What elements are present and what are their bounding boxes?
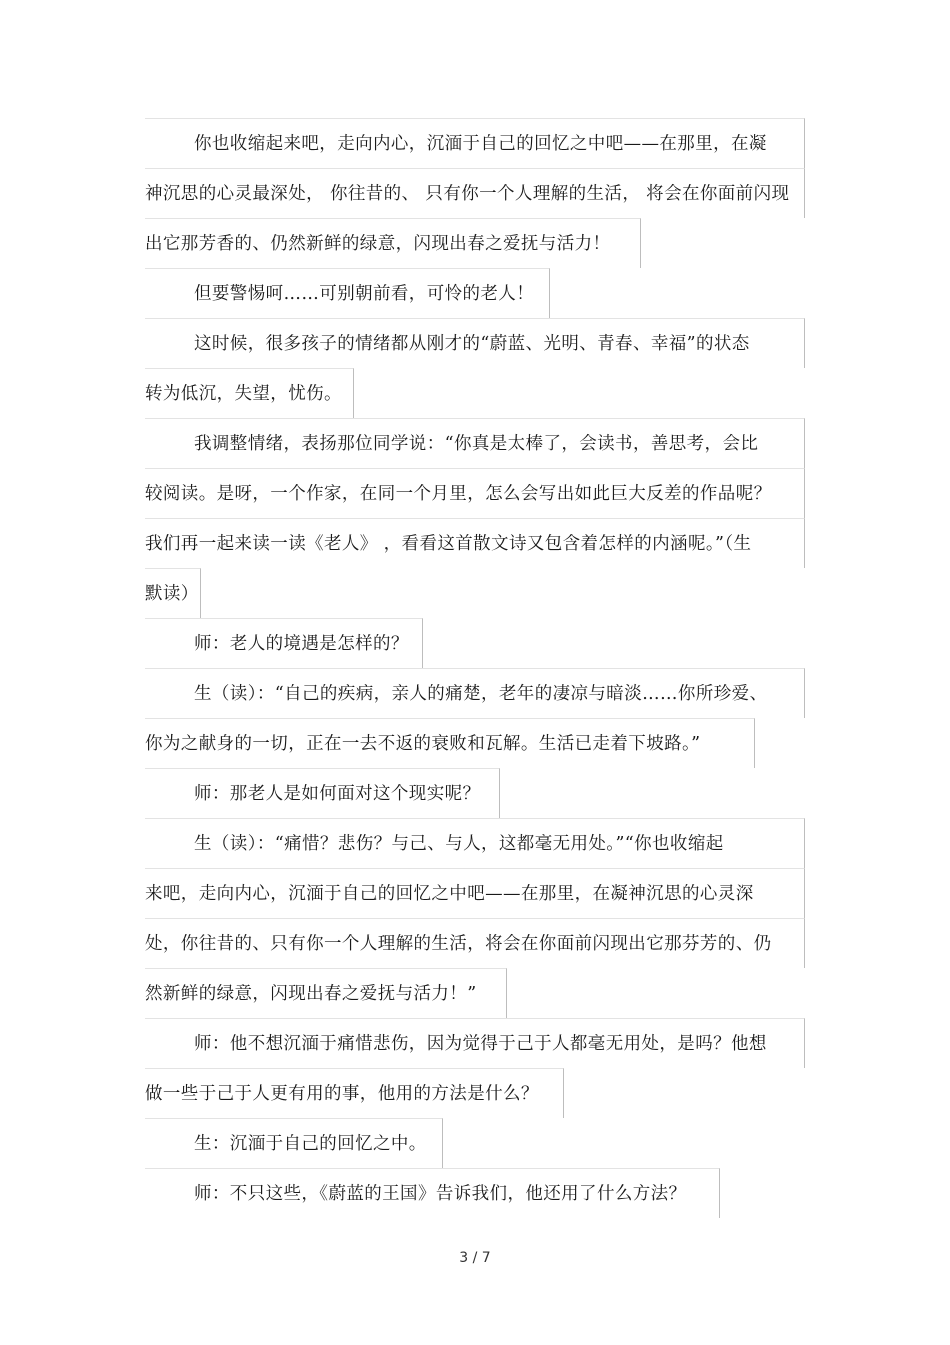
text-line: 师：他不想沉湎于痛惜悲伤，因为觉得于己于人都毫无用处，是吗？他想: [145, 1018, 805, 1068]
text-line: 你也收缩起来吧，走向内心，沉湎于自己的回忆之中吧——在那里，在凝: [145, 118, 805, 168]
text-line: 生（读）：“自己的疾病，亲人的痛楚，老年的凄凉与暗淡……你所珍爱、: [145, 668, 805, 718]
text-line: 然新鲜的绿意，闪现出春之爱抚与活力！”: [145, 968, 507, 1018]
text-line: 处，你往昔的、只有你一个人理解的生活，将会在你面前闪现出它那芬芳的、仍: [145, 918, 805, 968]
page-number: 3 / 7: [459, 1250, 491, 1266]
text-line: 来吧，走向内心，沉湎于自己的回忆之中吧——在那里，在凝神沉思的心灵深: [145, 868, 805, 918]
text-line: 我们再一起来读一读《老人》 ，看看这首散文诗又包含着怎样的内涵呢。”（生: [145, 518, 805, 568]
text-line: 生：沉湎于自己的回忆之中。: [145, 1118, 443, 1168]
text-line: 较阅读。是呀，一个作家，在同一个月里，怎么会写出如此巨大反差的作品呢？: [145, 468, 805, 518]
text-line: 生（读）：“痛惜？悲伤？与己、与人，这都毫无用处。”“你也收缩起: [145, 818, 805, 868]
text-line: 出它那芳香的、仍然新鲜的绿意，闪现出春之爱抚与活力！: [145, 218, 641, 268]
text-line: 做一些于己于人更有用的事，他用的方法是什么？: [145, 1068, 564, 1118]
text-line: 你为之献身的一切，正在一去不返的衰败和瓦解。生活已走着下坡路。”: [145, 718, 755, 768]
text-line: 转为低沉，失望，忧伤。: [145, 368, 354, 418]
text-line: 师：那老人是如何面对这个现实呢？: [145, 768, 500, 818]
text-line: 我调整情绪，表扬那位同学说：“你真是太棒了，会读书，善思考，会比: [145, 418, 805, 468]
text-line: 但要警惕呵……可别朝前看，可怜的老人！: [145, 268, 550, 318]
text-line: 师：不只这些，《蔚蓝的王国》告诉我们，他还用了什么方法？: [145, 1168, 720, 1218]
text-line: 这时候，很多孩子的情绪都从刚才的“蔚蓝、光明、青春、幸福”的状态: [145, 318, 805, 368]
text-line: 默读）: [145, 568, 201, 618]
text-line: 神沉思的心灵最深处， 你往昔的、 只有你一个人理解的生活， 将会在你面前闪现: [145, 168, 805, 218]
text-line: 师：老人的境遇是怎样的？: [145, 618, 423, 668]
